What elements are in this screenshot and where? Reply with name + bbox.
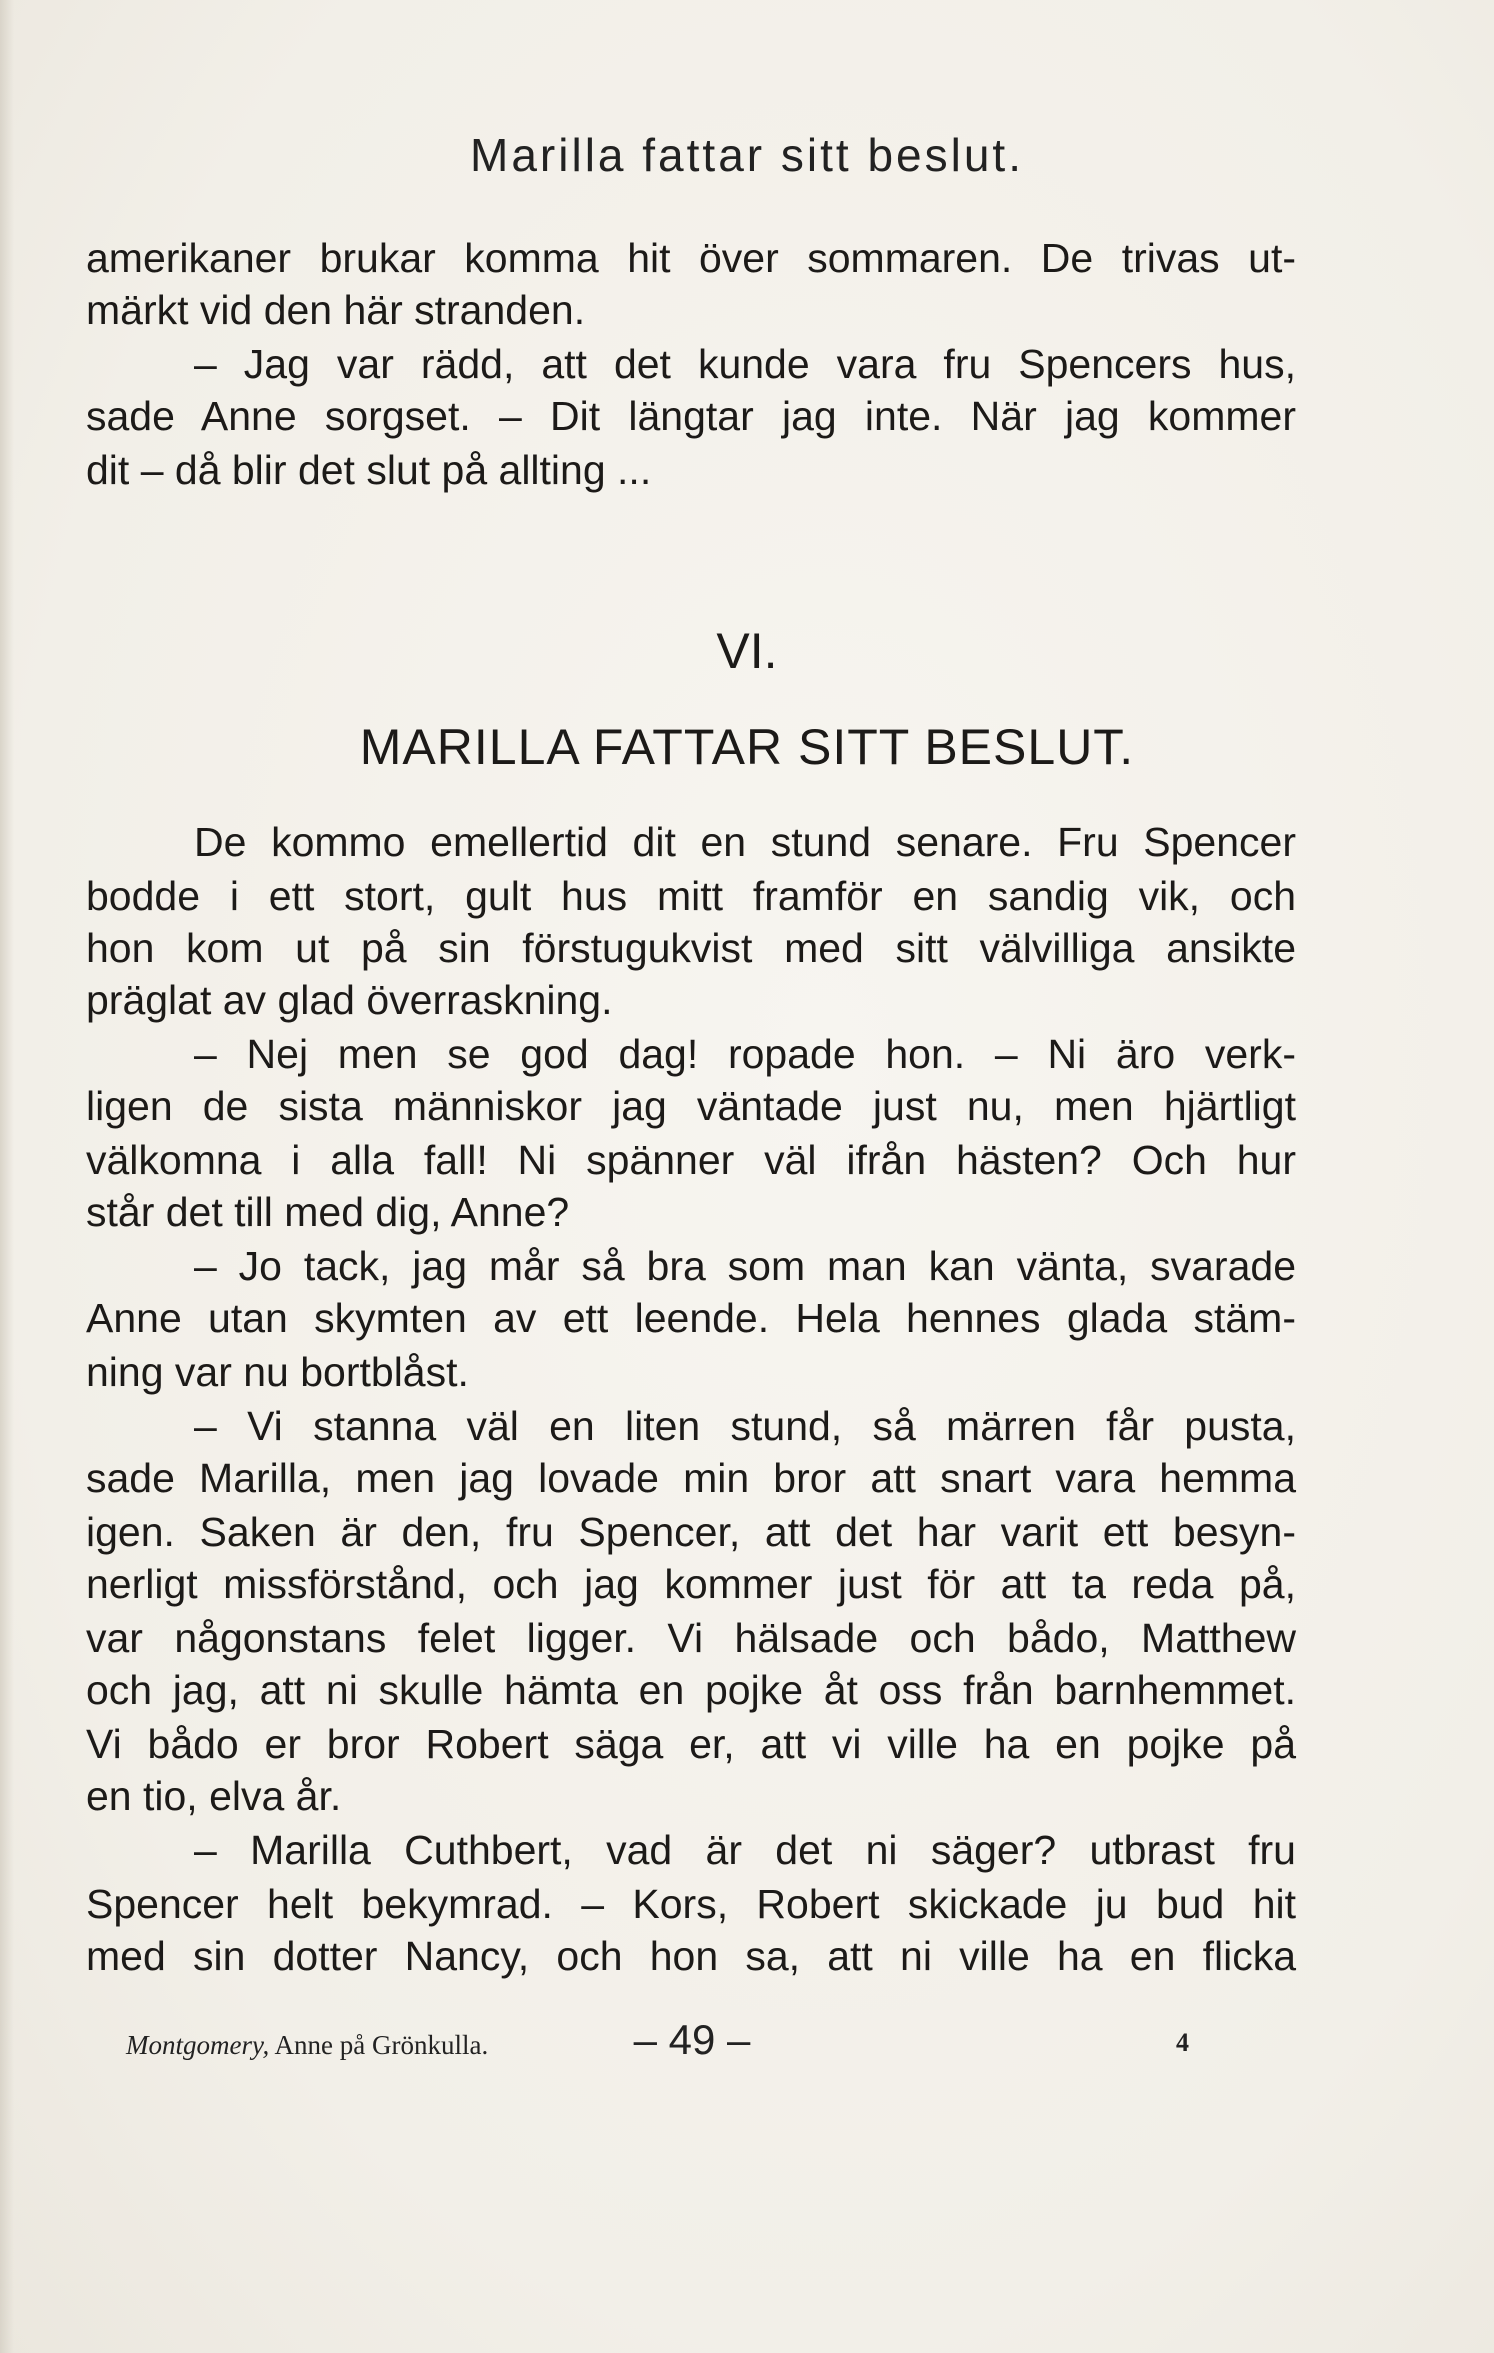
footer-source	[126, 2030, 488, 2061]
text-line: och jag, att ni skulle hämta en pojke åt oss från barnhemmet.	[86, 1667, 1296, 1713]
text-line: präglat av glad överraskning.	[86, 977, 613, 1023]
text-line: var någonstans felet ligger. Vi hälsade och bådo, Matthew	[86, 1615, 1296, 1661]
text-line: märkt vid den här stranden.	[86, 287, 586, 333]
signature-mark: 4	[1176, 2028, 1189, 2057]
text-line: står det till med dig, Anne?	[86, 1189, 570, 1235]
text-line: med sin dotter Nancy, och hon sa, att ni ville ha en flicka	[86, 1933, 1296, 1979]
footer-author: Montgomery,	[126, 2030, 270, 2060]
text-line: välkomna i alla fall! Ni spänner väl ifrån hästen? Och hur	[86, 1137, 1296, 1183]
chapter-number: VI.	[716, 623, 778, 679]
text-line: De kommo emellertid dit en stund senare. Fru Spencer	[194, 819, 1296, 865]
text-line: – Nej men se god dag! ropade hon. – Ni äro verk-	[194, 1031, 1296, 1077]
text-line: dit – då blir det slut på allting ...	[86, 447, 652, 493]
text-line: amerikaner brukar komma hit över sommaren. De trivas ut-	[86, 235, 1296, 281]
chapter-title: MARILLA FATTAR SITT BESLUT.	[359, 719, 1135, 775]
text-line: sade Marilla, men jag lovade min bror att snart vara hemma	[86, 1455, 1296, 1501]
text-line: sade Anne sorgset. – Dit längtar jag inte. När jag kommer	[86, 393, 1296, 439]
text-line: Spencer helt bekymrad. – Kors, Robert skickade ju bud hit	[86, 1881, 1296, 1927]
text-line: ning var nu bortblåst.	[86, 1349, 469, 1395]
text-line: en tio, elva år.	[86, 1773, 342, 1819]
text-line: bodde i ett stort, gult hus mitt framför en sandig vik, och	[86, 873, 1296, 919]
text-line: Anne utan skymten av ett leende. Hela hennes glada stäm-	[86, 1295, 1296, 1341]
text-line: hon kom ut på sin förstugukvist med sitt välvilliga ansikte	[86, 925, 1296, 971]
text-line: – Jo tack, jag mår så bra som man kan vänta, svarade	[194, 1243, 1296, 1289]
text-line: Vi bådo er bror Robert säga er, att vi ville ha en pojke på	[86, 1721, 1296, 1767]
running-head: Marilla fattar sitt beslut.	[470, 129, 1024, 181]
text-line: ligen de sista människor jag väntade just nu, men hjärtligt	[86, 1083, 1296, 1129]
page-number: – 49 –	[633, 2016, 751, 2063]
text-line: – Marilla Cuthbert, vad är det ni säger? utbrast fru	[194, 1827, 1296, 1873]
text-line: – Vi stanna väl en liten stund, så märren får pusta,	[194, 1403, 1296, 1449]
text-line: – Jag var rädd, att det kunde vara fru Spencers hus,	[194, 341, 1296, 387]
text-line: nerligt missförstånd, och jag kommer just för att ta reda på,	[86, 1561, 1296, 1607]
footer-book-title: Anne på Grönkulla.	[274, 2030, 489, 2060]
text-line: igen. Saken är den, fru Spencer, att det har varit ett besyn-	[86, 1509, 1296, 1555]
page-edge-shadow	[0, 0, 14, 2353]
